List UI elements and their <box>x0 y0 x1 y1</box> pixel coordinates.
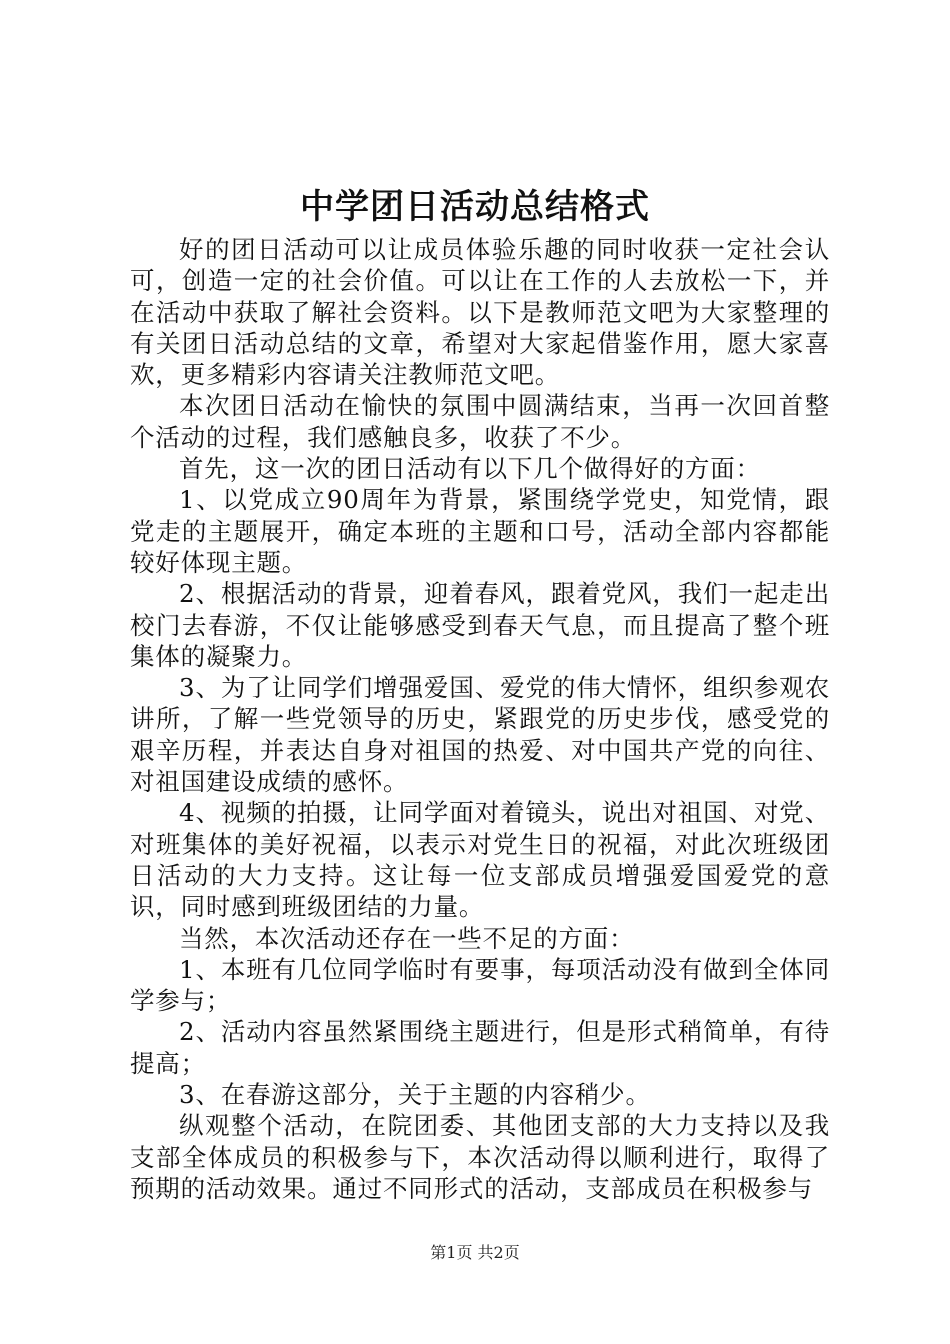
paragraph-strengths-heading: 首先，这一次的团日活动有以下几个做得好的方面： <box>179 454 761 484</box>
paragraph-conclusion: 纵观整个活动，在院团委、其他团支部的大力支持以及我支部全体成员的积极参与下，本次活动得以顺利进行，取得了预期的活动效果。通过不同形式的活动，支部成员在积极参与 <box>130 1111 830 1203</box>
paragraph-strength-4: 4、视频的拍摄，让同学面对着镜头，说出对祖国、对党、对班集体的美好祝福，以表示对党生日的祝福，对此次班级团日活动的大力支持。这让每一位支部成员增强爱国爱党的意识，同时感到班级团结的力量。 <box>130 798 830 922</box>
document-title: 中学团日活动总结格式 <box>300 187 650 227</box>
document-body <box>130 234 830 1204</box>
paragraph-intro: 好的团日活动可以让成员体验乐趣的同时收获一定社会认可，创造一定的社会价值。可以让在工作的人去放松一下，并在活动中获取了解社会资料。以下是教师范文吧为大家整理的有关团日活动总结的文章，希望对大家起借鉴作用，愿大家喜欢，更多精彩内容请关注教师范文吧。 <box>130 235 830 390</box>
paragraph-weakness-3: 3、在春游这部分，关于主题的内容稍少。 <box>179 1080 651 1110</box>
paragraph-strength-1: 1、以党成立90周年为背景，紧围绕学党史，知党情，跟党走的主题展开，确定本班的主题和口号，活动全部内容都能较好体现主题。 <box>130 485 830 577</box>
paragraph-weakness-2: 2、活动内容虽然紧围绕主题进行，但是形式稍简单，有待提高； <box>130 1017 830 1078</box>
paragraph-strength-2: 2、根据活动的背景，迎着春风，跟着党风，我们一起走出校门去春游，不仅让能够感受到春天气息，而且提高了整个班集体的凝聚力。 <box>130 579 830 671</box>
paragraph-weaknesses-heading: 当然，本次活动还存在一些不足的方面： <box>179 923 635 953</box>
paragraph-summary: 本次团日活动在愉快的氛围中圆满结束，当再一次回首整个活动的过程，我们感触良多，收获了不少。 <box>130 391 830 452</box>
paragraph-strength-3: 3、为了让同学们增强爱国、爱党的伟大情怀，组织参观农讲所，了解一些党领导的历史，紧跟党的历史步伐，感受党的艰辛历程，并表达自身对祖国的热爱、对中国共产党的向往、对祖国建设成绩的感怀。 <box>130 673 830 797</box>
page-number-footer: 第1页 共2页 <box>430 1243 520 1262</box>
paragraph-weakness-1: 1、本班有几位同学临时有要事，每项活动没有做到全体同学参与； <box>130 954 830 1016</box>
